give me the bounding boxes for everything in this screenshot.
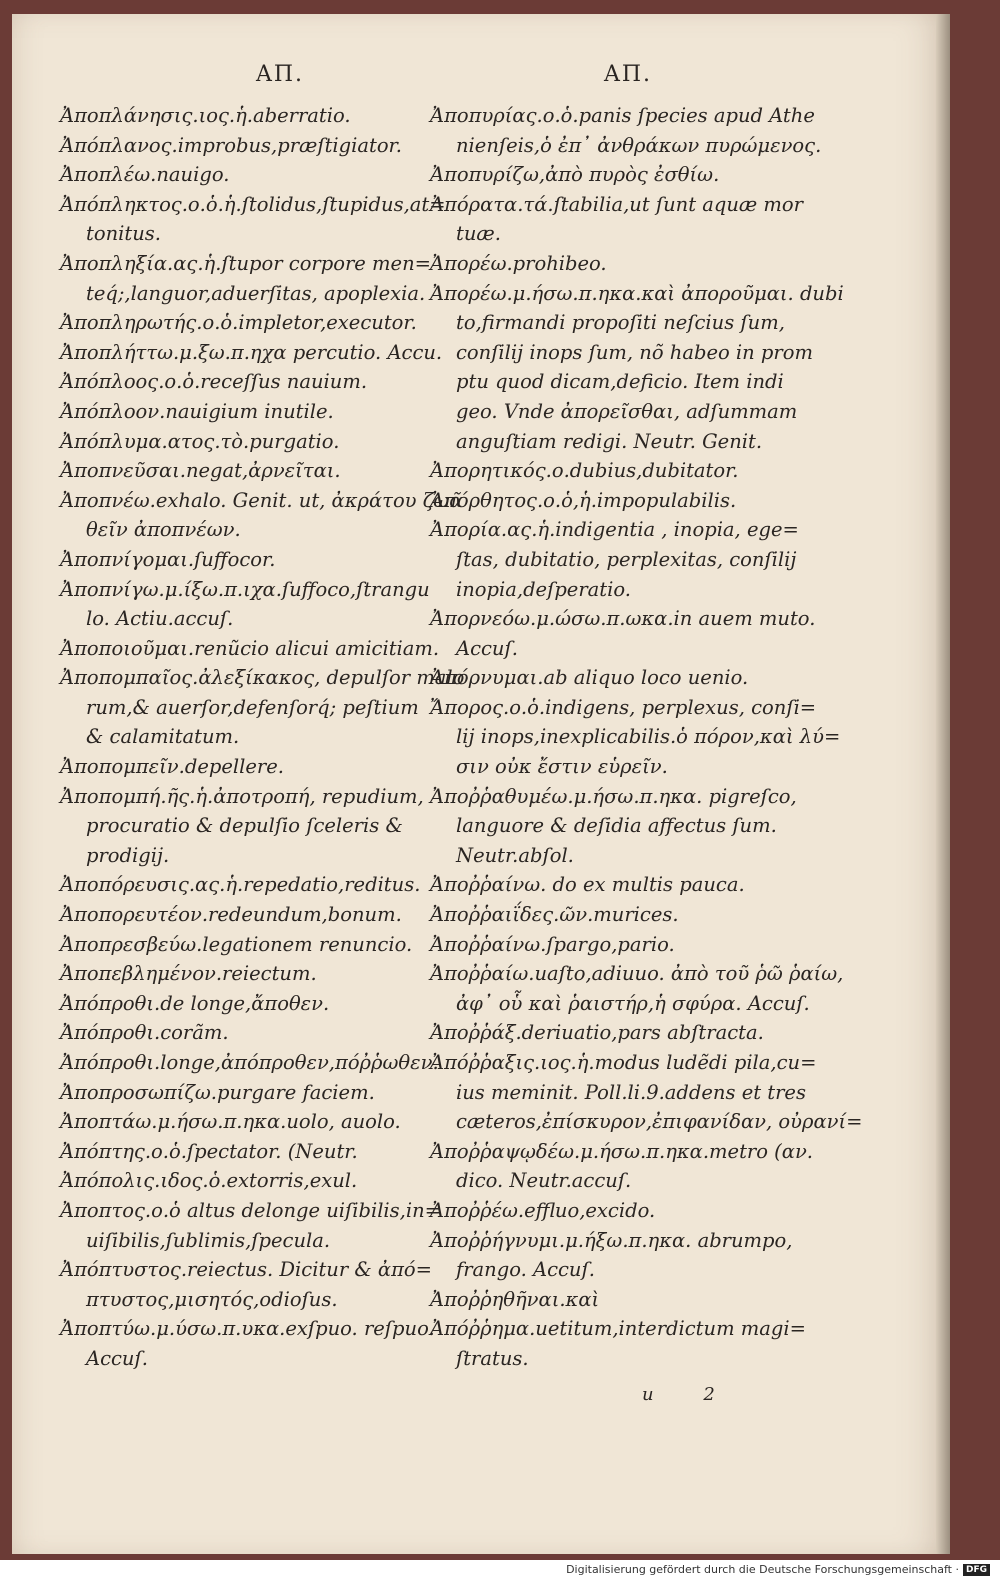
dictionary-line: anguſtiam redigi. Neutr. Genit. xyxy=(456,429,763,453)
dictionary-line: Ἄπορος.ο.ὁ.indigens, perplexus, conſi= xyxy=(430,695,817,719)
dictionary-line: dico. Neutr.accuſ. xyxy=(456,1169,632,1193)
dictionary-line: to,firmandi propoſiti neſcius ſum, xyxy=(456,311,785,335)
footer xyxy=(566,1563,990,1576)
dictionary-line: Ἀπόπλανος.improbus,præſtigiator. xyxy=(60,133,402,157)
dictionary-line: tonitus. xyxy=(86,222,161,246)
dictionary-line: ius meminit. Poll.li.9.addens et tres xyxy=(456,1080,806,1104)
dictionary-line: & calamitatum. xyxy=(86,725,240,749)
dictionary-line: Ἀπόῤῥημα.uetitum,interdictum magi= xyxy=(430,1317,806,1341)
dictionary-line: Ἀποῤῥαψῳδέω.μ.ήσω.π.ηκα.metro (αν. xyxy=(430,1139,814,1163)
dictionary-line: Ἀποῤῥήγνυμι.μ.ήξω.π.ηκα. abrumpo, xyxy=(430,1228,793,1252)
left-column xyxy=(60,62,465,1374)
dictionary-line: Ἀπόπτης.ο.ὁ.ſpectator. (Neutr. xyxy=(60,1139,358,1163)
dictionary-line: Ἀποπτος.ο.ὁ altus delonge uiſibilis,in= xyxy=(60,1198,442,1222)
dictionary-line: Ἀποῤῥαίνω. do ex multis pauca. xyxy=(430,873,745,897)
dictionary-line: Ἀποῤῥέω.effluo,excido. xyxy=(430,1198,656,1222)
dictionary-line: geo. Vnde ἀπορεῖσθαι, adſummam xyxy=(456,399,798,423)
page-edge xyxy=(936,14,950,1554)
dictionary-line: Ἀπορνεόω.μ.ώσω.π.ωκα.in auem muto. xyxy=(430,607,816,631)
dictionary-line: uiſibilis,ſublimis,ſpecula. xyxy=(86,1228,331,1252)
dictionary-line: σιν οὐκ ἔστιν εὑρεῖν. xyxy=(456,755,668,779)
dictionary-line: θεῖν ἀποπνέων. xyxy=(86,518,241,542)
dictionary-line: Ἀπόρθητος.ο.ὁ,ἡ.impopulabilis. xyxy=(430,488,737,512)
dictionary-line: procuratio & depulſio ſceleris & xyxy=(86,814,403,838)
right-column xyxy=(430,62,863,1374)
dictionary-line: ſtas, dubitatio, perplexitas, conſilij xyxy=(456,547,797,571)
dfg-logo: DFG xyxy=(963,1564,990,1576)
left-running-head: ΑΠ. xyxy=(255,62,305,87)
dictionary-line: Accuſ. xyxy=(86,1346,148,1370)
dictionary-line: Ἀποπομπεῖν.depellere. xyxy=(60,755,284,779)
left-entries xyxy=(60,101,465,1374)
dictionary-line: Ἀποπτάω.μ.ήσω.π.ηκα.uolo, auolo. xyxy=(60,1110,401,1134)
right-running-head: ΑΠ. xyxy=(603,62,653,87)
dictionary-line: Ἀποπυρίας.ο.ὁ.panis ſpecies apud Athe xyxy=(430,104,815,127)
dictionary-line: Ἀποπτύω.μ.ύσω.π.υκα.exſpuo. reſpuo. xyxy=(60,1317,435,1341)
signature-mark: u 2 xyxy=(642,1384,737,1405)
dictionary-line: Ἀποπρεσβεύω.legationem renuncio. xyxy=(60,932,413,956)
dictionary-line: Ἀποπομπαῖος.ἀλεξίκακος, depulſor malo xyxy=(60,666,465,690)
dictionary-line: Ἀποπεβλημένον.reiectum. xyxy=(60,962,317,986)
dictionary-line: Ἀποπλάνησις.ιος.ἡ.aberratio. xyxy=(60,104,351,127)
dictionary-line: inopia,deſperatio. xyxy=(456,577,631,601)
dictionary-line: Ἀπορία.ας.ἡ.indigentia , inopia, ege= xyxy=(430,518,799,542)
dictionary-line: lij inops,inexplicabilis.ὁ πόρον,καὶ λύ= xyxy=(456,725,841,749)
dictionary-line: Ἀπόρνυμαι.ab aliquo loco uenio. xyxy=(430,666,749,690)
dictionary-line: Ἀποῤῥάξ.deriuatio,pars abſtracta. xyxy=(430,1021,764,1045)
dictionary-line: Ἀπορέω.μ.ήσω.π.ηκα.καὶ ἀποροῦμαι. dubi xyxy=(430,281,844,305)
dictionary-line: Ἀπόπολις.ιδος.ὁ.extorris,exul. xyxy=(60,1169,358,1193)
dictionary-line: rum,& auerſor,defenſorq́; peſtium xyxy=(86,695,419,719)
dictionary-line: Ἀπόρατα.τά.ſtabilia,ut ſunt aquæ mor xyxy=(430,192,803,216)
book-page xyxy=(12,14,950,1554)
dictionary-line: frango. Accuſ. xyxy=(456,1258,595,1282)
dictionary-line: Ἀπόπλυμα.ατος.τὸ.purgatio. xyxy=(60,429,340,453)
dictionary-line: Ἀπόπληκτος.ο.ὁ.ἡ.ſtolidus,ſtupidus,at= xyxy=(60,192,446,216)
dictionary-line: Ἀποπομπή.ῆς.ἡ.ἀποτροπή, repudium, xyxy=(60,784,424,808)
dictionary-line: Ἀπόπτυστος.reiectus. Dicitur & ἀπό= xyxy=(60,1258,432,1282)
dictionary-line: Ἀποπνεῦσαι.negat,ἀρνεῖται. xyxy=(60,459,341,483)
dictionary-line: Ἀπόῤῥαξις.ιος.ἡ.modus ludẽdi pila,cu= xyxy=(430,1051,817,1074)
dictionary-line: Ἀποῤῥαίνω.ſpargo,pario. xyxy=(430,932,675,956)
dictionary-line: Ἀποπληρωτής.ο.ὁ.impletor,executor. xyxy=(60,311,417,335)
dictionary-line: cæteros,ἐπίσκυρον,ἐπιφανίδαν, οὐρανί= xyxy=(456,1110,863,1134)
dictionary-line: Ἀποπνίγομαι.ſuffocor. xyxy=(60,547,276,571)
dictionary-line: conſilij inops ſum, nõ habeo in prom xyxy=(456,340,813,364)
dictionary-line: Accuſ. xyxy=(456,636,518,660)
dictionary-line: Ἀποῤῥαίω.uaſto,adiuuo. ἀπὸ τοῦ ῥῶ ῥαίω, xyxy=(430,962,844,986)
dictionary-line: Ἀποπυρίζω,ἀπὸ πυρὸς ἐσθίω. xyxy=(430,163,720,187)
dictionary-line: Ἀποπληξία.ας.ἡ.ſtupor corpore men= xyxy=(60,251,431,275)
dictionary-line: languore & deſidia affectus ſum. xyxy=(456,814,777,838)
dictionary-line: teq́;,languor,aduerſitas, apoplexia. xyxy=(86,281,426,305)
dictionary-line: Ἀποπνέω.exhalo. Genit. ut, ἀκράτου ζωᾶ xyxy=(60,488,463,512)
dictionary-line: Ἀπόπλοος.ο.ὁ.receſſus nauium. xyxy=(60,370,368,394)
dictionary-line: ptu quod dicam,deficio. Item indi xyxy=(456,370,784,394)
dictionary-line: Ἀποῤῥηθῆναι.καὶ xyxy=(430,1287,600,1311)
dictionary-line: Ἀπόπλοον.nauigium inutile. xyxy=(60,399,334,423)
dictionary-line: ἀφ᾽ οὗ καὶ ῥαιστήρ,ἡ σφύρα. Accuſ. xyxy=(456,991,810,1015)
dictionary-line: prodigij. xyxy=(86,843,170,867)
dictionary-line: Ἀποπροσωπίζω.purgare faciem. xyxy=(60,1080,375,1104)
dictionary-line: Ἀποπόρευσις.ας.ἡ.repedatio,reditus. xyxy=(60,873,421,897)
dictionary-line: Ἀποποιοῦμαι.renũcio alicui amicitiam. xyxy=(60,636,440,660)
dictionary-line: Neutr.abſol. xyxy=(456,843,574,867)
right-entries xyxy=(430,101,863,1374)
dictionary-line: Ἀπορέω.prohibeo. xyxy=(430,251,607,275)
dictionary-line: Ἀπόπροθι.de longe,ἄποθεν. xyxy=(60,991,330,1015)
dictionary-line: Ἀποπνίγω.μ.ίξω.π.ιχα.ſuffoco,ſtrangu xyxy=(60,577,430,601)
dictionary-line: tuæ. xyxy=(456,222,501,246)
footer-text: Digitalisierung gefördert durch die Deutsche Forschungsgemeinschaft · xyxy=(566,1563,959,1576)
dictionary-line: Ἀποπορευτέον.redeundum,bonum. xyxy=(60,903,402,927)
dictionary-line: nienſeis,ὁ ἐπ᾽ ἀνθράκων πυρώμενος. xyxy=(456,133,822,157)
dictionary-line: Ἀποπλέω.nauigo. xyxy=(60,163,230,187)
dictionary-line: Ἀποῤῥαιΐδες.ῶν.murices. xyxy=(430,903,679,927)
dictionary-line: Ἀποῤῥαθυμέω.μ.ήσω.π.ηκα. pigreſco, xyxy=(430,784,797,808)
dictionary-line: Ἀποπλήττω.μ.ξω.π.ηχα percutio. Accu. xyxy=(60,340,443,364)
dictionary-line: πτυστος,μισητός,odioſus. xyxy=(86,1287,338,1311)
dictionary-line: lo. Actiu.accuſ. xyxy=(86,607,234,631)
dictionary-line: ſtratus. xyxy=(456,1346,529,1370)
dictionary-line: Ἀπορητικός.ο.dubius,dubitator. xyxy=(430,459,739,483)
dictionary-line: Ἀπόπροθι.longe,ἀπόπροθεν,πόῤῥωθεν. xyxy=(60,1051,439,1074)
dictionary-line: Ἀπόπροθι.corãm. xyxy=(60,1021,229,1045)
